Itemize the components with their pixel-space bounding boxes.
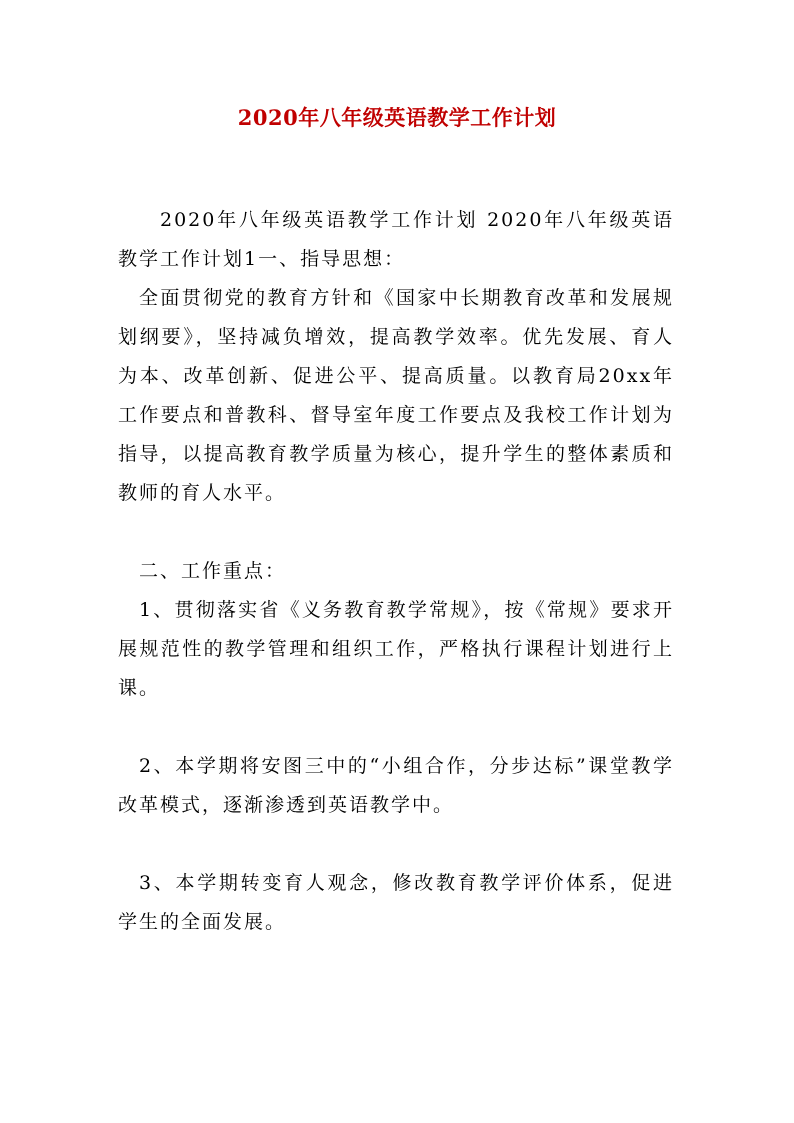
paragraph-item-1: 1、贯彻落实省《义务教育教学常规》，按《常规》要求开展规范性的教学管理和组织工作，严格执行课程计划进行上课。 <box>118 599 674 699</box>
paragraph-intro: 2020年八年级英语教学工作计划 2020年八年级英语教学工作计划1一、指导思想： <box>118 209 674 270</box>
paragraph-spacer <box>118 513 674 552</box>
document-body <box>118 201 674 942</box>
paragraph-guiding-thought: 全面贯彻党的教育方针和《国家中长期教育改革和发展规划纲要》，坚持减负增效，提高教学效率。优先发展、育人为本、改革创新、促进公平、提高质量。以教育局20xx年工作要点和普教科、督导室年度工作要点及我校工作计划为指导，以提高教育教学质量为核心，提升学生的整体素质和教师的育人水平。 <box>118 287 674 504</box>
paragraph-item-2: 2、本学期将安图三中的“小组合作，分步达标”课堂教学改革模式，逐渐渗透到英语教学中。 <box>118 755 674 816</box>
section-heading-work-focus: 二、工作重点： <box>139 560 287 582</box>
document-title: 2020年八年级英语教学工作计划 <box>237 105 557 130</box>
paragraph-item-3: 3、本学期转变育人观念，修改教育教学评价体系，促进学生的全面发展。 <box>118 872 674 933</box>
paragraph-spacer <box>118 708 674 747</box>
paragraph-spacer <box>118 825 674 864</box>
